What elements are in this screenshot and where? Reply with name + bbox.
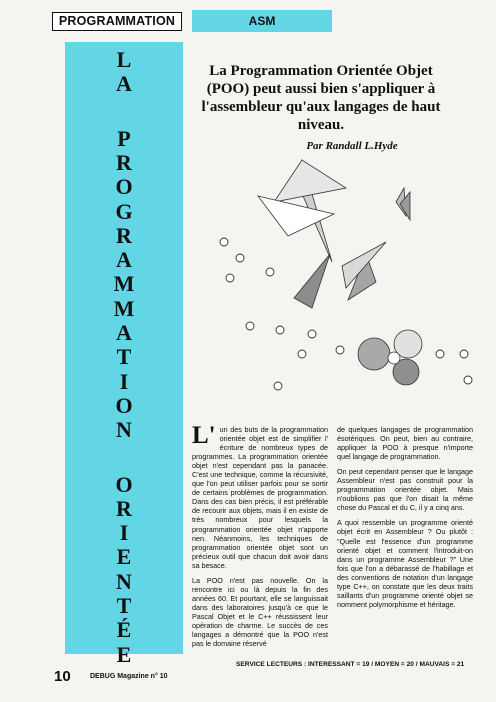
side-title-letter: E [116,544,132,570]
geometric-illustration [196,158,478,398]
dot-shape [436,350,444,358]
side-title-letter: T [116,344,132,370]
side-title-letter: P [117,125,131,151]
topic-tag: ASM [192,10,332,32]
side-title-letter: I [119,520,129,546]
side-title-letter: R [116,149,132,175]
reader-rating-line: SERVICE LECTEURS : INTERESSANT = 19 / MOYEN = 20 / MAUVAIS = 21 [236,661,465,668]
section-label: PROGRAMMATION [52,12,182,31]
dot-shape [236,254,244,262]
triangle-shape [294,254,330,308]
side-title-letter: O [115,174,133,200]
side-title-letter: I [119,368,129,394]
article-paragraph: de quelques langages de programmation ésotériques. On peut, bien au contraire, appliquer la POO à presque n'importe quel langage de programmation. [337,425,473,462]
article-column-left [192,422,328,654]
side-title-letter: E [116,641,132,667]
side-title-letter: É [116,617,132,643]
dot-shape [464,376,472,384]
dot-shape [266,268,274,276]
side-title-letter: T [116,593,132,618]
dot-shape [276,326,284,334]
dot-shape [336,346,344,354]
sphere-shape [358,338,390,370]
dot-shape [460,350,468,358]
article-byline: Par Randall L.Hyde [306,140,398,152]
drop-cap: L' [192,422,216,449]
magazine-name: DEBUG Magazine n° 10 [90,673,168,680]
article-paragraph: L' un des buts de la programmation orientée objet est de simplifier l' écriture de nombreux types de programmes. La programmation orientée objet n'est cependant pas la panacée. C'est une technique, comme la récursivité, que l'on peut utiliser parfois pour se sortir de certains problèmes de programmation. Dans des cas bien précis, il est préférable de recourir aux objets, mais il en existe de très nombreux pour lesquels la programmation orientée objet n'apporte rien. Néanmoins, les techniques de programmation orientée objet sont un précieux outil que chacun doit avoir dans sa besace. [192,422,328,570]
side-title-letter: L [116,47,132,72]
side-title-letter: M [113,295,135,321]
dot-shape [226,274,234,282]
side-title-letter: O [115,392,133,418]
side-title-letter: O [115,471,133,497]
side-title-letter: N [116,417,132,443]
side-title-letter: A [116,247,132,273]
page-number: 10 [54,668,71,685]
article-paragraph: La POO n'est pas nouvelle. On la rencontre ici ou là depuis la fin des années 60. Et pourtant, elle se languissait dans des laboratoires jusqu'à ce que le Pascal Objet et le C++ réussissent leur opération de charme. Le succès de ces langages a démontré que la POO n'est pas le domaine réservé [192,575,328,649]
dot-shape [220,238,228,246]
side-title-letter: G [115,198,133,224]
article-paragraph: On peut cependant penser que le langage Assembleur n'est pas construit pour la programmation orientée objet. Mais n'oublions pas que l'on disait la même chose du Pascal et du C, il y a cinq ans. [337,467,473,513]
dot-shape [246,322,254,330]
side-title-letter: A [116,320,132,345]
dot-shape [308,330,316,338]
article-headline: La Programmation Orientée Objet (POO) peut aussi bien s'appliquer à l'assembleur qu'aux langages de haut niveau. [201,63,441,133]
article-paragraph: A quoi ressemble un programme orienté objet écrit en Assembleur ? Ou plutôt : "Quelle est l'essence d'un programme orienté objet et comment l'introduit-on dans un programme Assembleur ?" Une fois que l'on a débarassé de l'habillage et des conventions de notation d'un langage type C++, on constate que les deux traits saillants d'un programme orienté objet se nomment polymorphisme et héritage. [337,518,473,609]
dot-shape [298,350,306,358]
side-title-letter: N [116,568,132,594]
side-title-letter: M [113,271,135,297]
side-title-letter: A [116,71,132,97]
sphere-shape [388,352,400,364]
side-title-letter: R [116,222,132,248]
article-column-right [337,425,473,615]
side-title-letter: R [116,495,132,521]
dot-shape [274,382,282,390]
